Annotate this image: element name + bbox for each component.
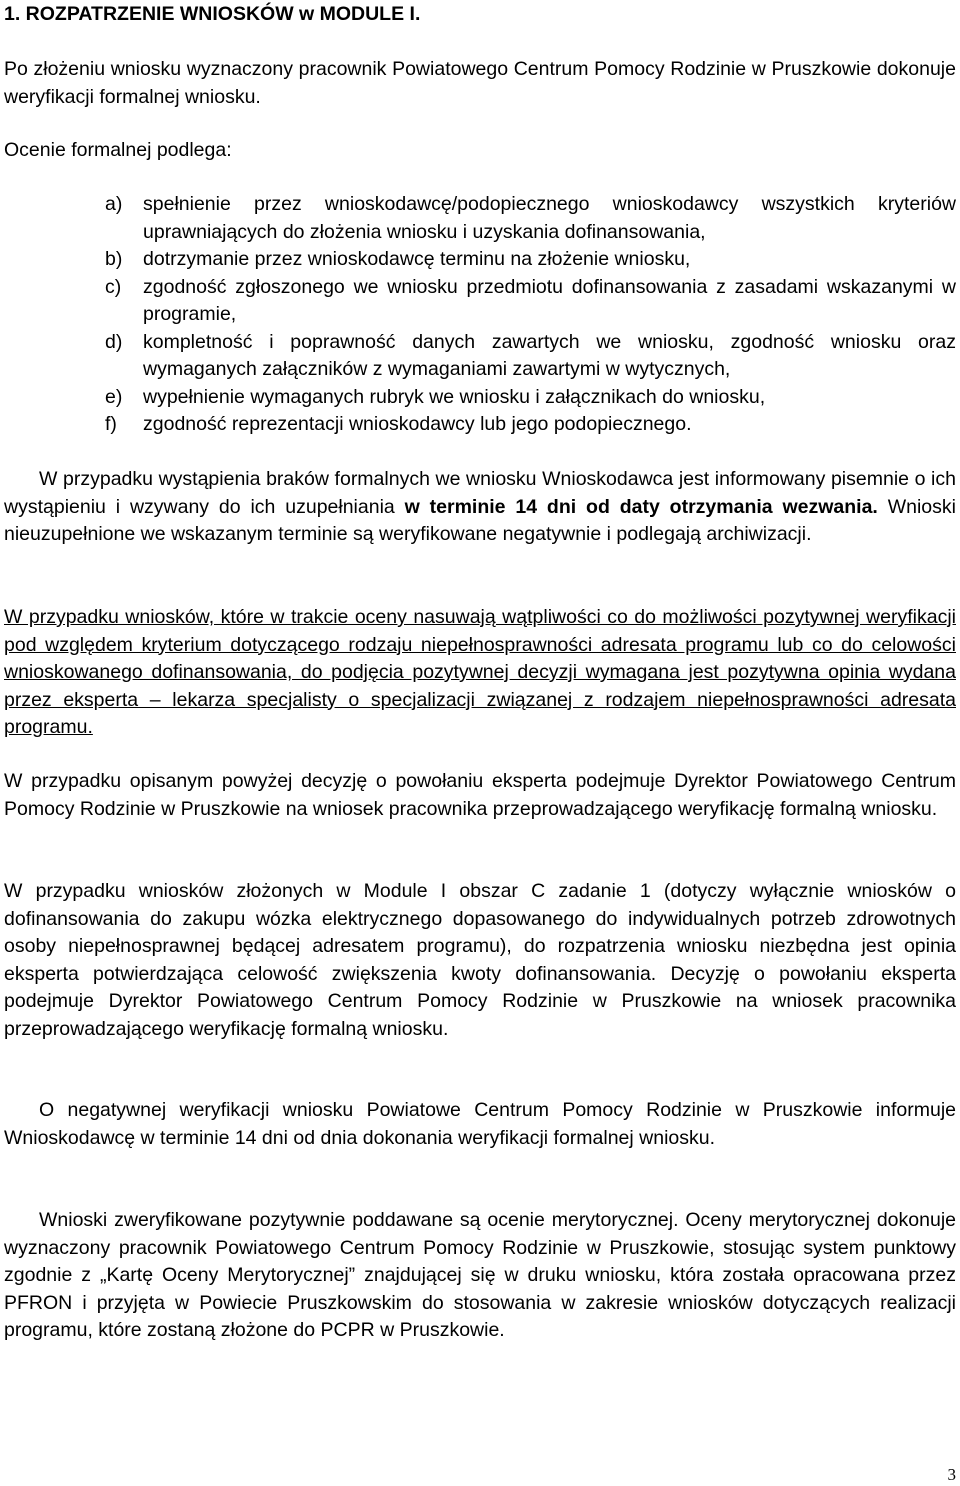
list-marker: f)	[105, 413, 117, 435]
list-marker: b)	[105, 248, 123, 270]
criteria-list	[4, 191, 956, 439]
list-item-text: zgodność reprezentacji wnioskodawcy lub jego podopiecznego.	[143, 413, 692, 435]
merit-evaluation-paragraph: Wnioski zweryfikowane pozytywnie poddawane są ocenie merytorycznej. Oceny merytorycznej dokonuje wyznaczony pracownik Powiatowego Centrum Pomocy Rodzinie w Pruszkowie, stosując system punktowy zgodnie z „Kartę Oceny Merytorycznej” znajdującej się w druku wniosku, która została opracowana przez PFRON i przyjęta w Powiecie Pruszkowskim do stosowania w zakresie wniosków dotyczących realizacji programu, które zostaną złożone do PCPR w Pruszkowie.	[4, 1209, 956, 1341]
criteria-lead: Ocenie formalnej podlega:	[4, 139, 232, 161]
deficiency-text-start: W przypadku wystąpienia braków formalnych we wniosku Wnioskodawca jest informowany pisemnie o ich wystąpieniu i wzywany do ich uzupełniania	[4, 468, 956, 518]
list-item-text: zgodność zgłoszonego we wniosku przedmiotu dofinansowania z zasadami wskazanymi w programie,	[143, 275, 956, 325]
list-item	[4, 384, 956, 412]
list-marker: a)	[105, 193, 123, 215]
expert-opinion-paragraph: W przypadku wniosków, które w trakcie oceny nasuwają wątpliwości co do możliwości pozytywnej weryfikacji pod względem kryterium dotyczącego rodzaju niepełnosprawności adresata programu lub co do celowości wnioskowanego dofinansowania, do podjęcia pozytywnej decyzji wymagana jest pozytywna opinia wydana przez eksperta – lekarza specjalisty o specjalizacji związanej z rodzajem niepełnosprawności adresata programu.	[4, 606, 956, 738]
list-item-text: dotrzymanie przez wnioskodawcę terminu na złożenie wniosku,	[143, 248, 691, 270]
list-item	[4, 246, 956, 274]
negative-verification-paragraph: O negatywnej weryfikacji wniosku Powiatowe Centrum Pomocy Rodzinie w Pruszkowie informuje Wnioskodawcę w terminie 14 dni od dnia dokonania weryfikacji formalnej wniosku.	[4, 1099, 956, 1149]
deficiency-text-end: Wnioski nieuzupełnione we wskazanym terminie są weryfikowane negatywnie i podlegają archiwizacji.	[4, 495, 956, 545]
module-c-paragraph: W przypadku wniosków złożonych w Module I obszar C zadanie 1 (dotyczy wyłącznie wniosków o dofinansowania do zakupu wózka elektrycznego dopasowanego do indywidualnych potrzeb zdrowotnych osoby niepełnosprawnej będącej adresatem programu), do rozpatrzenia wniosku niezbędna jest opinia eksperta potwierdzająca celowość zwiększenia kwoty dofinansowania. Decyzję o powołaniu eksperta podejmuje Dyrektor Powiatowego Centrum Pomocy Rodzinie w Pruszkowie na wniosek pracownika przeprowadzającego weryfikację formalną wniosku.	[4, 880, 956, 1040]
deficiency-deadline: w terminie 14 dni od daty otrzymania wezwania.	[404, 495, 878, 518]
intro-paragraph: Po złożeniu wniosku wyznaczony pracownik Powiatowego Centrum Pomocy Rodzinie w Pruszkowie dokonuje weryfikacji formalnej wniosku.	[4, 58, 956, 108]
list-marker: d)	[105, 330, 123, 353]
list-marker: e)	[105, 385, 123, 408]
expert-decision-paragraph: W przypadku opisanym powyżej decyzję o powołaniu eksperta podejmuje Dyrektor Powiatowego Centrum Pomocy Rodzinie w Pruszkowie na wniosek pracownika przeprowadzającego weryfikację formalną wniosku.	[4, 770, 956, 820]
list-marker: c)	[105, 275, 122, 298]
deficiency-paragraph	[4, 466, 956, 549]
page-number: 3	[947, 1465, 956, 1484]
list-item-text: wypełnienie wymaganych rubryk we wniosku i załącznikach do wniosku,	[143, 385, 766, 408]
list-item	[4, 274, 956, 329]
list-item-text: kompletność i poprawność danych zawartych we wniosku, zgodność wniosku oraz wymaganych załączników z wymaganiami zawartymi w wytycznych,	[143, 330, 956, 380]
list-item	[4, 191, 956, 246]
section-heading: 1. ROZPATRZENIE WNIOSKÓW w MODULE I.	[4, 3, 421, 25]
list-item-text: spełnienie przez wnioskodawcę/podopiecznego wnioskodawcy wszystkich kryteriów uprawniających do złożenia wniosku i uzyskania dofinansowania,	[143, 193, 956, 243]
list-item	[4, 411, 956, 439]
list-item	[4, 329, 956, 384]
